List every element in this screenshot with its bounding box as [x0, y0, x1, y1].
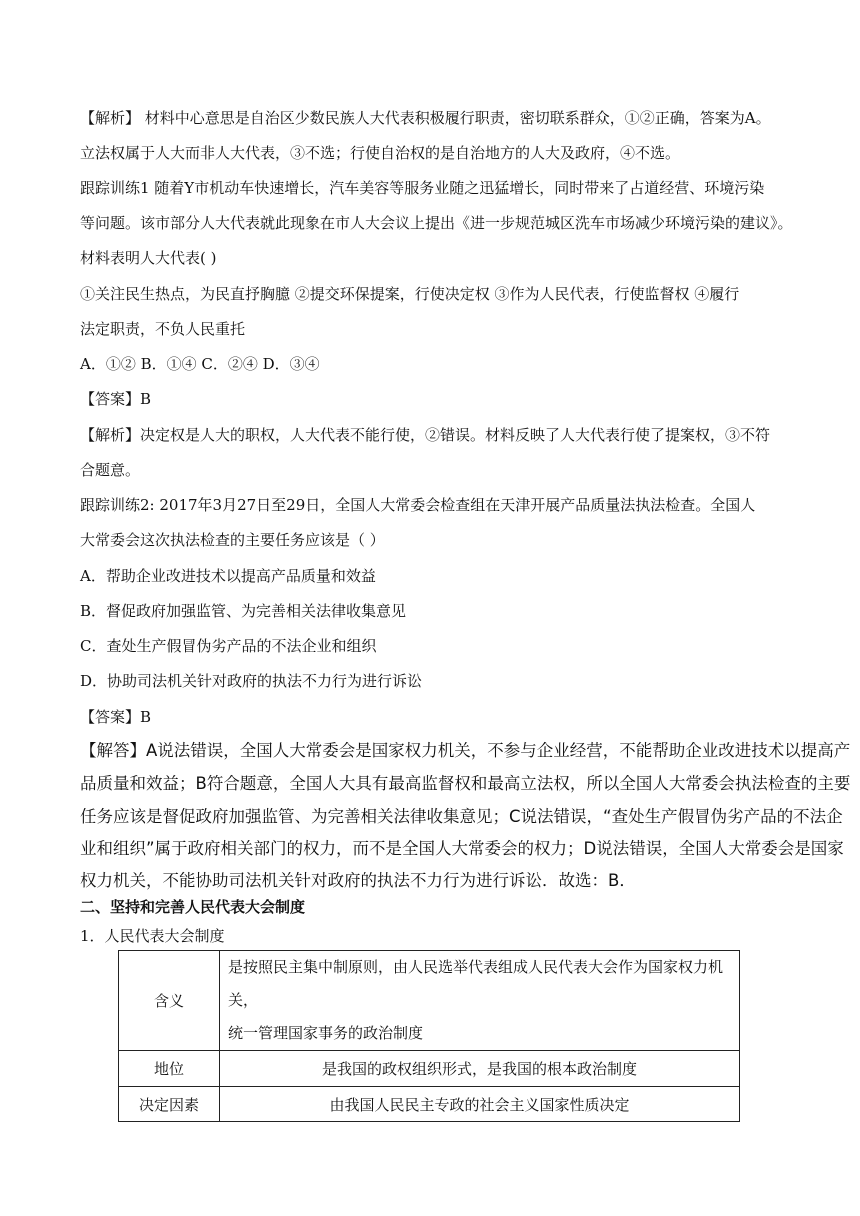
exercise-1-statements: ①关注民生热点，为民直抒胸臆 ②提交环保提案，行使决定权 ③作为人民代表，行使监督权 ④履行: [80, 285, 740, 303]
row-content: [220, 951, 740, 1051]
solution-line: 品质量和效益；B符合题意，全国人大具有最高监督权和最高立法权，所以全国人大常委会执法检查的主要: [80, 774, 851, 793]
exercise-1-options: A．①② B．①④ C．②④ D．③④: [80, 355, 320, 373]
exercise-1-statements: 法定职责，不负人民重托: [80, 320, 246, 338]
exercise-1-answer: 【答案】B: [80, 390, 152, 408]
solution-line: 业和组织”属于政府相关部门的权力，而不是全国人大常委会的权力；D说法错误，全国人大常委会是国家: [80, 839, 844, 858]
row-content-line: 统一管理国家事务的政治制度: [228, 1024, 424, 1042]
exercise-2-stem: 大常委会这次执法检查的主要任务应该是（ ）: [80, 531, 385, 549]
table-row: [119, 951, 740, 1051]
solution-line: 【解答】A说法错误，全国人大常委会是国家权力机关，不参与企业经营，不能帮助企业改进技术以提高产: [80, 741, 851, 760]
option-c: C．查处生产假冒伪劣产品的不法企业和组织: [80, 637, 377, 655]
exercise-1-stem: 等问题。该市部分人大代表就此现象在市人大会议上提出《进一步规范城区洗车市场减少环境污染的建议》。: [80, 214, 793, 232]
row-header: 决定因素: [119, 1087, 220, 1122]
people-congress-table: [118, 950, 740, 1122]
analysis-line: 【解析】 材料中心意思是自治区少数民族人大代表积极履行职责，密切联系群众，①②正确，答案为A。: [80, 109, 771, 127]
option-d: D．协助司法机关针对政府的执法不力行为进行诉讼: [80, 672, 423, 690]
exercise-2-answer: 【答案】B: [80, 708, 152, 726]
table-row: [119, 1087, 740, 1122]
solution-line: 任务应该是督促政府加强监管、为完善相关法律收集意见；C说法错误，“查处生产假冒伪劣产品的不法企: [80, 807, 843, 826]
exercise-1-analysis: 【解析】决定权是人大的职权，人大代表不能行使，②错误。材料反映了人大代表行使了提案权，③不符: [80, 426, 771, 444]
sub-heading: 1．人民代表大会制度: [80, 927, 225, 945]
row-content: 由我国人民民主专政的社会主义国家性质决定: [220, 1087, 740, 1122]
option-a: A．帮助企业改进技术以提高产品质量和效益: [80, 567, 376, 585]
table-row: [119, 1051, 740, 1087]
option-b: B．督促政府加强监管、为完善相关法律收集意见: [80, 602, 407, 620]
exercise-1-stem: 材料表明人大代表( ): [80, 249, 217, 267]
row-header: 地位: [119, 1051, 220, 1087]
solution-line: 权力机关，不能协助司法机关针对政府的执法不力行为进行诉讼．故选：B．: [80, 871, 636, 890]
exercise-2-stem: 跟踪训练2: 2017年3月27日至29日，全国人大常委会检查组在天津开展产品质量法执法检查。全国人: [80, 496, 756, 514]
analysis-line: 立法权属于人大而非人大代表，③不选；行使自治权的是自治地方的人大及政府，④不选。: [80, 144, 681, 162]
exercise-1-analysis: 合题意。: [80, 461, 141, 479]
row-header: 含义: [119, 951, 220, 1051]
exercise-1-stem: 跟踪训练1 随着Y市机动车快速增长，汽车美容等服务业随之迅猛增长，同时带来了占道经营、环境污染: [80, 179, 765, 197]
row-content: 是我国的政权组织形式，是我国的根本政治制度: [220, 1051, 740, 1087]
section-heading: 二、坚持和完善人民代表大会制度: [80, 898, 306, 916]
row-content-line: 是按照民主集中制原则，由人民选举代表组成人民代表大会作为国家权力机关，: [228, 958, 724, 1009]
